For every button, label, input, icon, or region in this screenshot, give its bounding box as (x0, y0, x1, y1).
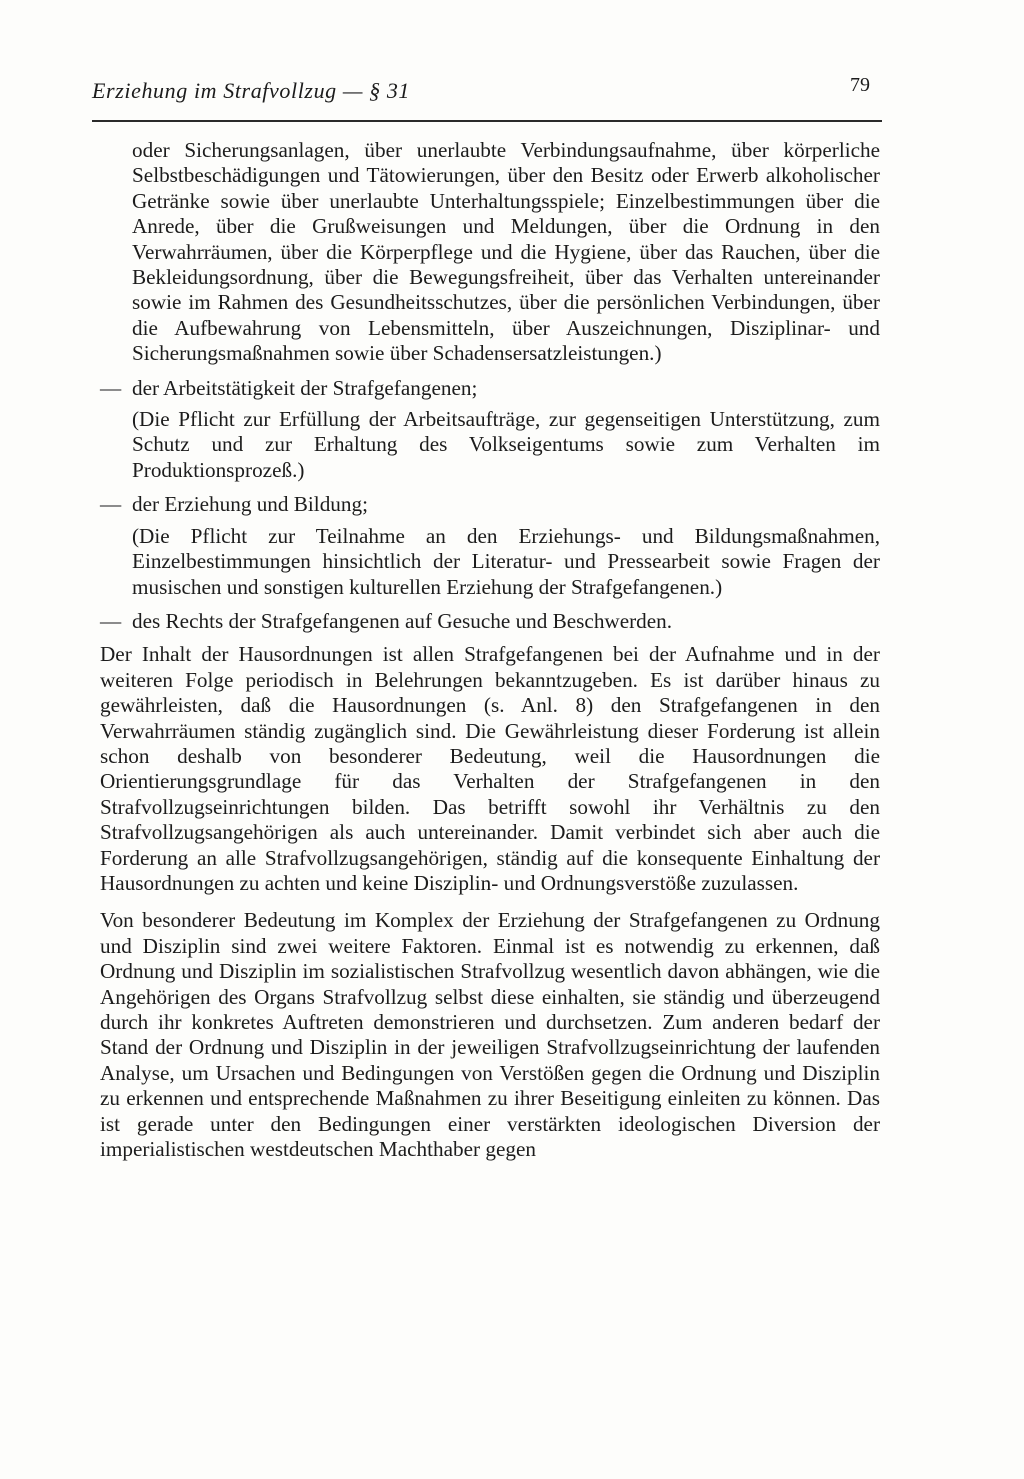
continuation-text: oder Sicherungsanlagen, über unerlaubte Verbindungsaufnahme, über körperliche Selbstbeschädigungen und Tätowierungen, über den Besitz oder Erwerb alkoholischer Getränke sowie über unerlaubte Unterhaltungsspiele; Einzelbestimmungen über die Anrede, über die Grußweisungen und Meldungen, über die Ordnung in den Verwahrräumen, über die Körperpflege und die Hygiene, über das Rauchen, über die Bekleidungsordnung, über die Bewegungsfreiheit, über das Verhalten untereinander sowie im Rahmen des Gesundheitsschutzes, über die persönlichen Verbindungen, über die Aufbewahrung von Lebensmitteln, über Auszeichnungen, Disziplinar- und Sicherungsmaßnahmen sowie über Schadensersatzleistungen.) (132, 138, 880, 366)
paragraph: Von besonderer Bedeutung im Komplex der Erziehung der Strafgefangenen zu Ordnung und Disziplin sind zwei weitere Faktoren. Einmal ist es notwendig zu erkennen, daß Ordnung und Disziplin im sozialistischen Strafvollzug wesentlich davon abhängen, wie die Angehörigen des Organs Strafvollzug selbst diese einhalten, sie ständig und überzeugend durch ihr konkretes Auftreten demonstrieren und durchsetzen. Zum anderen bedarf der Stand der Ordnung und Disziplin in der jeweiligen Strafvollzugseinrichtung der laufenden Analyse, um Ursachen und Bedingungen von Verstößen gegen die Ordnung und Disziplin zu erkennen und entsprechende Maßnahmen zu ihrer Beseitigung einleiten zu können. Das ist gerade unter den Bedingungen einer verstärkten ideologischen Diversion der imperialistischen westdeutschen Machthaber gegen (100, 908, 880, 1162)
running-title: Erziehung im Strafvollzug — § 31 (92, 78, 411, 103)
list-item-note: (Die Pflicht zur Erfüllung der Arbeitsaufträge, zur gegenseitigen Unterstützung, zum Schutz und zur Erhaltung des Volkseigentums sowie zum Verhalten im Produktionsprozeß.) (132, 407, 880, 482)
list-item-label: des Rechts der Strafgefangenen auf Gesuche und Beschwerden. (132, 608, 673, 633)
list-dash: — (100, 608, 122, 633)
list-item-note: (Die Pflicht zur Teilnahme an den Erziehungs- und Bildungsmaßnahmen, Einzelbestimmungen hinsichtlich der Literatur- und Pressearbeit sowie Fragen der musischen und sonstigen kulturellen Erziehung der Strafgefangenen.) (132, 523, 880, 599)
list-dash: — (100, 492, 122, 517)
paragraph: Der Inhalt der Hausordnungen ist allen Strafgefangenen bei der Aufnahme und in der weiteren Folge periodisch in Belehrungen bekanntzugeben. Es ist darüber hinaus zu gewährleisten, daß die Hausordnungen (s. Anl. 8) den Strafgefangenen in den Verwahrräumen ständig zugänglich sind. Die Gewährleistung dieser Forderung ist allein schon deshalb von besonderer Bedeutung, weil die Hausordnungen die Orientierungsgrundlage für das Verhalten der Strafgefangenen in den Strafvollzugseinrichtungen bilden. Das betrifft sowohl ihr Verhältnis zu den Strafvollzugsangehörigen als auch untereinander. Damit verbindet sich aber auch die Forderung an alle Strafvollzugsangehörigen, ständig auf die konsequente Einhaltung der Hausordnungen zu achten und keine Disziplin- und Ordnungsverstöße zuzulassen. (100, 642, 880, 895)
list-dash: — (100, 375, 122, 400)
running-head (92, 74, 882, 122)
list-item (100, 376, 880, 484)
body-text (100, 138, 880, 1162)
page-number: 79 (850, 74, 870, 96)
list-item (100, 492, 880, 600)
list-item (100, 609, 880, 634)
list-item-label: der Arbeitstätigkeit der Strafgefangenen; (132, 375, 478, 400)
list-item-label: der Erziehung und Bildung; (132, 492, 368, 517)
